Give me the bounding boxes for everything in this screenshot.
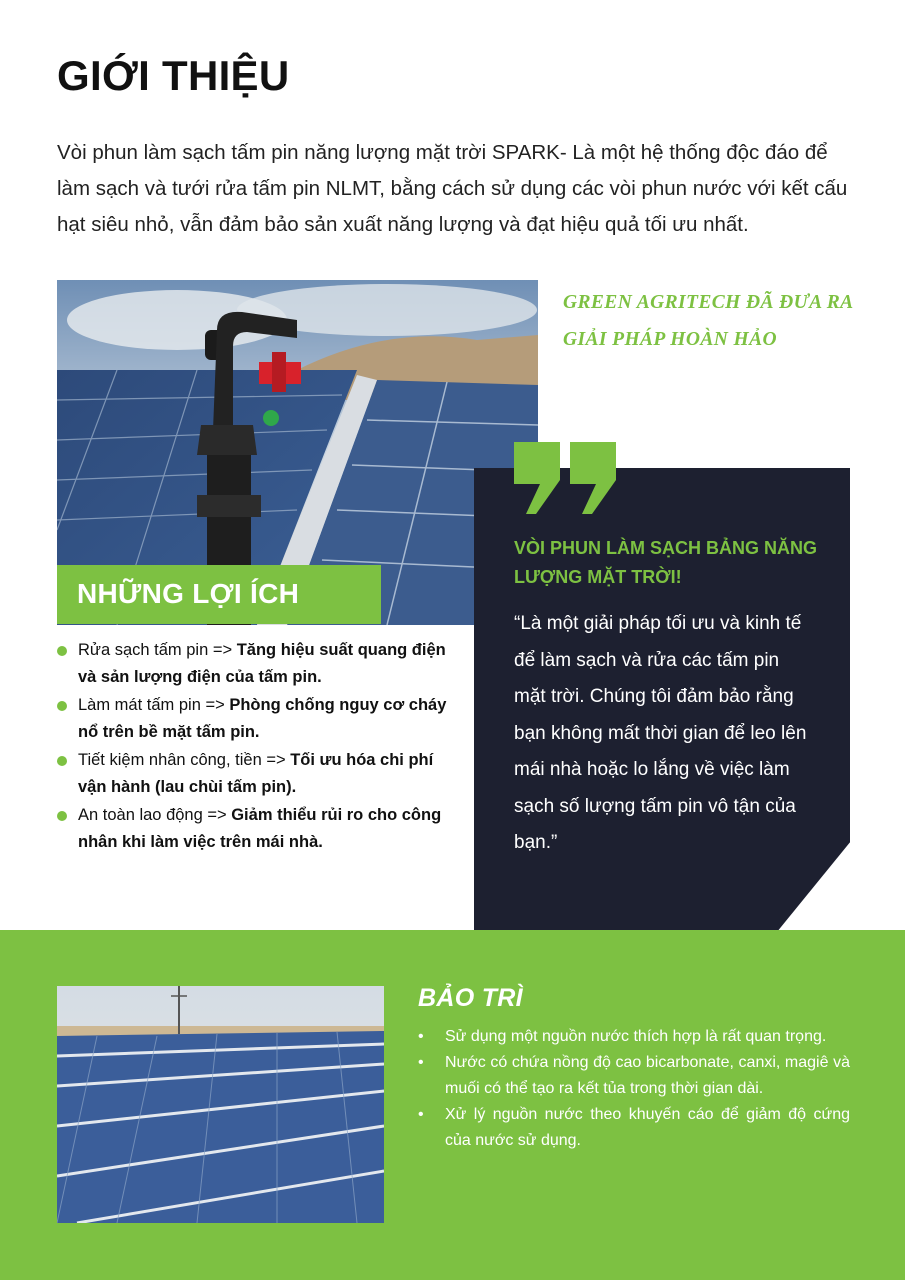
quote-marks-icon — [512, 440, 622, 520]
benefits-banner — [57, 565, 381, 624]
quote-text: “Là một giải pháp tối ưu và kinh tế để làm sạch và rửa các tấm pin mặt trời. Chúng tôi đảm bảo rằng bạn không mất thời gian để leo lên mái nhà hoặc lo lắng về việc làm sạch số lượng tấm pin vô tận của bạn.” — [514, 613, 807, 853]
green-slogan — [563, 284, 883, 358]
green-dot-icon — [57, 811, 67, 821]
list-item — [418, 1050, 850, 1102]
benefit-plain: Tiết kiệm nhân công, tiền => — [78, 751, 291, 769]
benefits-heading: NHỮNG LỢI ÍCH — [77, 578, 300, 609]
benefit-plain: Rửa sạch tấm pin => — [78, 641, 237, 659]
benefit-bold: Phòng chống nguy cơ cháy nổ trên bề mặt tấm pin. — [78, 696, 447, 741]
maintenance-item-text: Xử lý nguồn nước theo khuyến cáo để giảm độ cứng của nước sử dụng. — [445, 1106, 850, 1149]
green-dot-icon — [57, 756, 67, 766]
bullet-icon: • — [418, 1106, 424, 1123]
list-item — [57, 747, 452, 801]
green-dot-icon — [57, 646, 67, 656]
page-title: GIỚI THIỆU — [57, 52, 290, 99]
list-item — [418, 1024, 850, 1050]
benefit-plain: Làm mát tấm pin => — [78, 696, 230, 714]
list-item — [57, 692, 452, 746]
quote-heading: VÒI PHUN LÀM SẠCH BẢNG NĂNG LƯỢNG MẶT TRỜI! — [514, 538, 818, 587]
benefit-bold: Tăng hiệu suất quang điện và sản lượng điện của tấm pin. — [78, 641, 446, 686]
intro-paragraph: Vòi phun làm sạch tấm pin năng lượng mặt trời SPARK- Là một hệ thống độc đáo để làm sạch và tưới rửa tấm pin NLMT, bằng cách sử dụng các vòi phun nước với kết cấu hạt siêu nhỏ, vẫn đảm bảo sản xuất năng lượng và đạt hiệu quả tối ưu nhất. — [57, 141, 848, 236]
list-item — [57, 637, 452, 691]
list-item — [418, 1102, 850, 1154]
benefit-plain: An toàn lao động => — [78, 806, 232, 824]
maintenance-title: BẢO TRÌ — [418, 984, 523, 1012]
benefit-bold: Tối ưu hóa chi phí vận hành (lau chùi tấm pin). — [78, 751, 434, 796]
solar-farm-photo — [57, 986, 384, 1223]
slogan-line-1: GREEN AGRITECH ĐÃ ĐƯA RA — [563, 292, 854, 313]
maintenance-item-text: Nước có chứa nồng độ cao bicarbonate, canxi, magiê và muối có thể tạo ra kết tủa trong thời gian dài. — [445, 1054, 850, 1097]
green-dot-icon — [57, 701, 67, 711]
list-item — [57, 802, 452, 856]
benefit-bold: Giảm thiểu rủi ro cho công nhân khi làm việc trên mái nhà. — [78, 806, 442, 851]
maintenance-item-text: Sử dụng một nguồn nước thích hợp là rất quan trọng. — [445, 1028, 827, 1045]
maintenance-list — [418, 1024, 850, 1154]
bullet-icon: • — [418, 1028, 424, 1045]
bullet-icon: • — [418, 1054, 424, 1071]
slogan-line-2: GIẢI PHÁP HOÀN HẢO — [563, 329, 777, 350]
benefits-list — [57, 637, 452, 857]
